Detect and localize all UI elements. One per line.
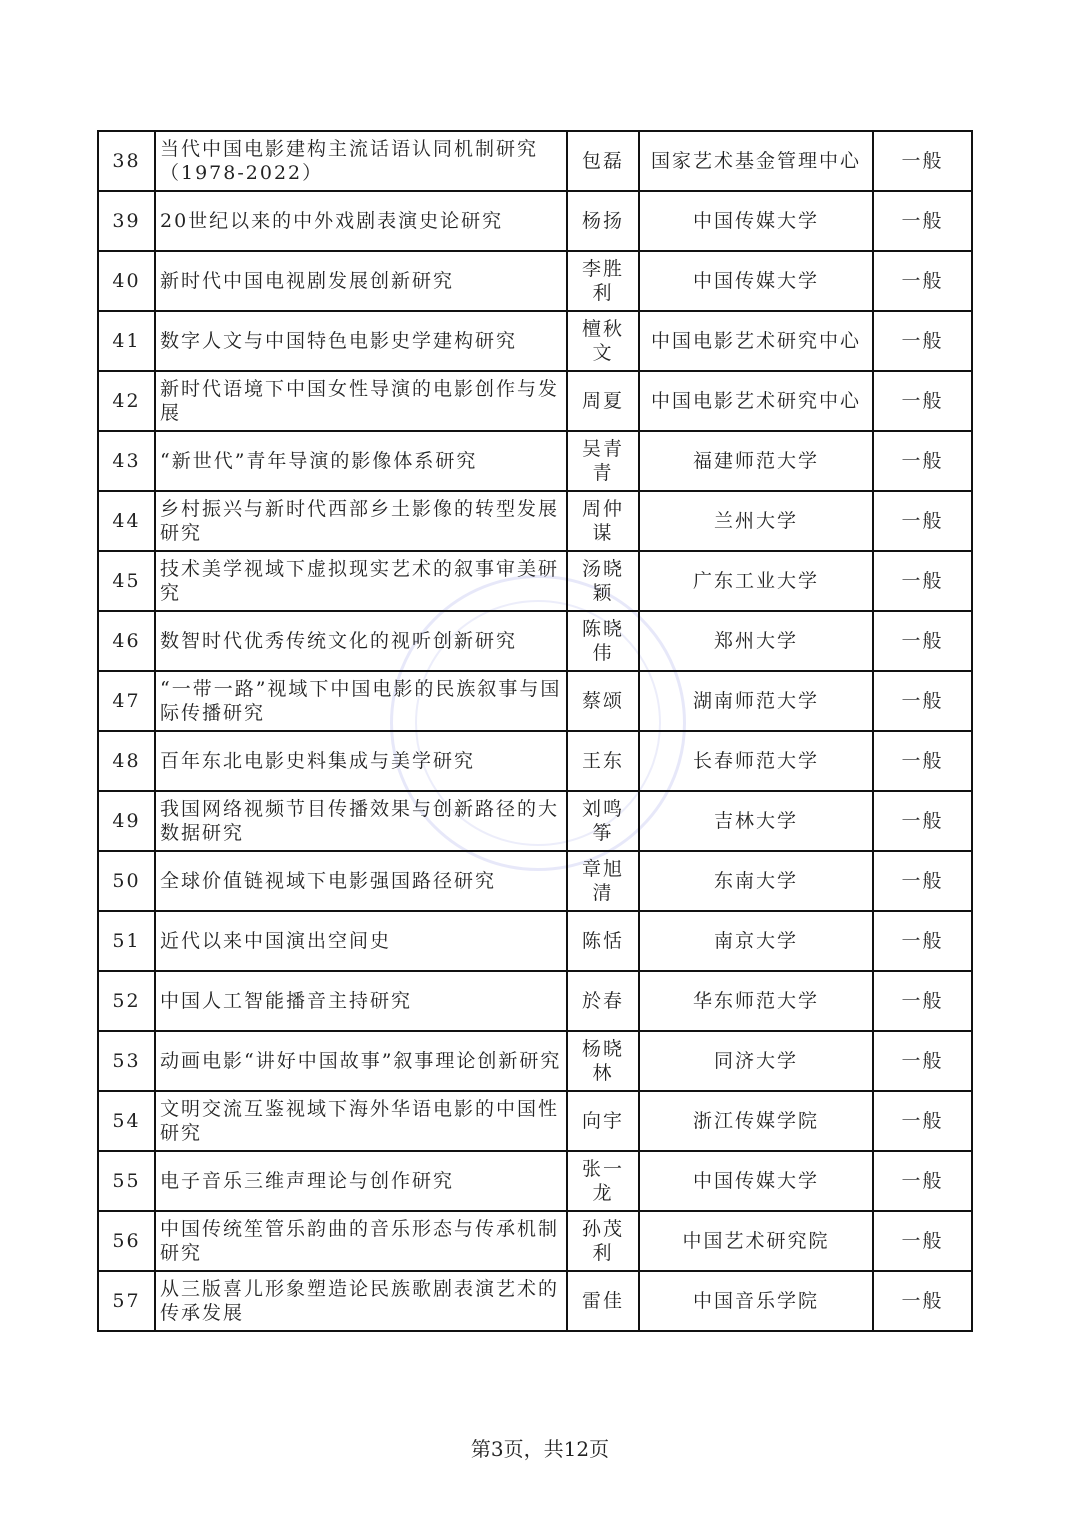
principal-investigator: 陈晓伟	[567, 611, 639, 671]
row-number: 42	[98, 371, 155, 431]
principal-investigator: 包磊	[567, 131, 639, 191]
row-number: 45	[98, 551, 155, 611]
row-number: 55	[98, 1151, 155, 1211]
project-title: 技术美学视域下虚拟现实艺术的叙事审美研究	[155, 551, 567, 611]
institution: 华东师范大学	[639, 971, 873, 1031]
institution: 中国音乐学院	[639, 1271, 873, 1331]
institution: 南京大学	[639, 911, 873, 971]
project-title: 新时代语境下中国女性导演的电影创作与发展	[155, 371, 567, 431]
principal-investigator: 陈恬	[567, 911, 639, 971]
row-number: 53	[98, 1031, 155, 1091]
principal-investigator: 吴青青	[567, 431, 639, 491]
project-level: 一般	[873, 731, 972, 791]
table-row	[98, 191, 972, 251]
principal-investigator: 向宇	[567, 1091, 639, 1151]
table-row	[98, 851, 972, 911]
table-row	[98, 371, 972, 431]
principal-investigator: 李胜利	[567, 251, 639, 311]
table-row	[98, 1271, 972, 1331]
principal-investigator: 周夏	[567, 371, 639, 431]
project-level: 一般	[873, 191, 972, 251]
table-row	[98, 1211, 972, 1271]
row-number: 57	[98, 1271, 155, 1331]
institution: 湖南师范大学	[639, 671, 873, 731]
institution: 中国传媒大学	[639, 251, 873, 311]
project-title: 我国网络视频节目传播效果与创新路径的大数据研究	[155, 791, 567, 851]
row-number: 52	[98, 971, 155, 1031]
project-level: 一般	[873, 1151, 972, 1211]
table-row	[98, 551, 972, 611]
row-number: 39	[98, 191, 155, 251]
project-title: 当代中国电影建构主流话语认同机制研究（1978-2022）	[155, 131, 567, 191]
table-row	[98, 1151, 972, 1211]
row-number: 54	[98, 1091, 155, 1151]
row-number: 41	[98, 311, 155, 371]
principal-investigator: 刘鸣筝	[567, 791, 639, 851]
institution: 广东工业大学	[639, 551, 873, 611]
institution: 中国传媒大学	[639, 191, 873, 251]
project-level: 一般	[873, 611, 972, 671]
row-number: 46	[98, 611, 155, 671]
principal-investigator: 蔡颂	[567, 671, 639, 731]
institution: 浙江传媒学院	[639, 1091, 873, 1151]
project-title: 数字人文与中国特色电影史学建构研究	[155, 311, 567, 371]
table-row	[98, 671, 972, 731]
principal-investigator: 章旭清	[567, 851, 639, 911]
institution: 中国艺术研究院	[639, 1211, 873, 1271]
institution: 郑州大学	[639, 611, 873, 671]
project-level: 一般	[873, 671, 972, 731]
project-level: 一般	[873, 251, 972, 311]
project-title: 近代以来中国演出空间史	[155, 911, 567, 971]
institution: 福建师范大学	[639, 431, 873, 491]
table-row	[98, 791, 972, 851]
principal-investigator: 张一龙	[567, 1151, 639, 1211]
row-number: 56	[98, 1211, 155, 1271]
table-row	[98, 311, 972, 371]
principal-investigator: 於春	[567, 971, 639, 1031]
institution: 长春师范大学	[639, 731, 873, 791]
project-title: 数智时代优秀传统文化的视听创新研究	[155, 611, 567, 671]
row-number: 48	[98, 731, 155, 791]
project-title: 新时代中国电视剧发展创新研究	[155, 251, 567, 311]
project-title: 乡村振兴与新时代西部乡土影像的转型发展研究	[155, 491, 567, 551]
institution: 中国电影艺术研究中心	[639, 311, 873, 371]
table-row	[98, 731, 972, 791]
table-row	[98, 131, 972, 191]
institution: 中国传媒大学	[639, 1151, 873, 1211]
principal-investigator: 檀秋文	[567, 311, 639, 371]
project-title: 20世纪以来的中外戏剧表演史论研究	[155, 191, 567, 251]
project-title: 动画电影“讲好中国故事”叙事理论创新研究	[155, 1031, 567, 1091]
project-level: 一般	[873, 491, 972, 551]
table-row	[98, 1091, 972, 1151]
project-level: 一般	[873, 1211, 972, 1271]
table-row	[98, 251, 972, 311]
institution: 兰州大学	[639, 491, 873, 551]
table-row	[98, 1031, 972, 1091]
project-title: 中国人工智能播音主持研究	[155, 971, 567, 1031]
row-number: 40	[98, 251, 155, 311]
principal-investigator: 王东	[567, 731, 639, 791]
institution: 同济大学	[639, 1031, 873, 1091]
project-level: 一般	[873, 1271, 972, 1331]
project-level: 一般	[873, 791, 972, 851]
project-level: 一般	[873, 911, 972, 971]
table-body	[98, 131, 972, 1331]
row-number: 47	[98, 671, 155, 731]
row-number: 51	[98, 911, 155, 971]
project-title: 百年东北电影史料集成与美学研究	[155, 731, 567, 791]
project-level: 一般	[873, 851, 972, 911]
project-title: “一带一路”视域下中国电影的民族叙事与国际传播研究	[155, 671, 567, 731]
row-number: 43	[98, 431, 155, 491]
project-title: 全球价值链视域下电影强国路径研究	[155, 851, 567, 911]
project-title: 文明交流互鉴视域下海外华语电影的中国性研究	[155, 1091, 567, 1151]
project-title: “新世代”青年导演的影像体系研究	[155, 431, 567, 491]
principal-investigator: 汤晓颖	[567, 551, 639, 611]
project-title: 从三版喜儿形象塑造论民族歌剧表演艺术的传承发展	[155, 1271, 567, 1331]
principal-investigator: 杨扬	[567, 191, 639, 251]
project-level: 一般	[873, 131, 972, 191]
page-footer: 第3页，共12页	[470, 1437, 610, 1461]
table-row	[98, 611, 972, 671]
principal-investigator: 周仲谋	[567, 491, 639, 551]
table-row	[98, 971, 972, 1031]
project-level: 一般	[873, 1091, 972, 1151]
institution: 中国电影艺术研究中心	[639, 371, 873, 431]
row-number: 49	[98, 791, 155, 851]
project-title: 中国传统笙管乐韵曲的音乐形态与传承机制研究	[155, 1211, 567, 1271]
principal-investigator: 孙茂利	[567, 1211, 639, 1271]
project-level: 一般	[873, 431, 972, 491]
table-row	[98, 911, 972, 971]
project-level: 一般	[873, 551, 972, 611]
principal-investigator: 杨晓林	[567, 1031, 639, 1091]
row-number: 50	[98, 851, 155, 911]
institution: 东南大学	[639, 851, 873, 911]
institution: 国家艺术基金管理中心	[639, 131, 873, 191]
project-title: 电子音乐三维声理论与创作研究	[155, 1151, 567, 1211]
project-table	[97, 130, 973, 1332]
project-level: 一般	[873, 311, 972, 371]
principal-investigator: 雷佳	[567, 1271, 639, 1331]
project-level: 一般	[873, 371, 972, 431]
institution: 吉林大学	[639, 791, 873, 851]
table-row	[98, 431, 972, 491]
project-level: 一般	[873, 971, 972, 1031]
row-number: 38	[98, 131, 155, 191]
table-row	[98, 491, 972, 551]
row-number: 44	[98, 491, 155, 551]
project-level: 一般	[873, 1031, 972, 1091]
